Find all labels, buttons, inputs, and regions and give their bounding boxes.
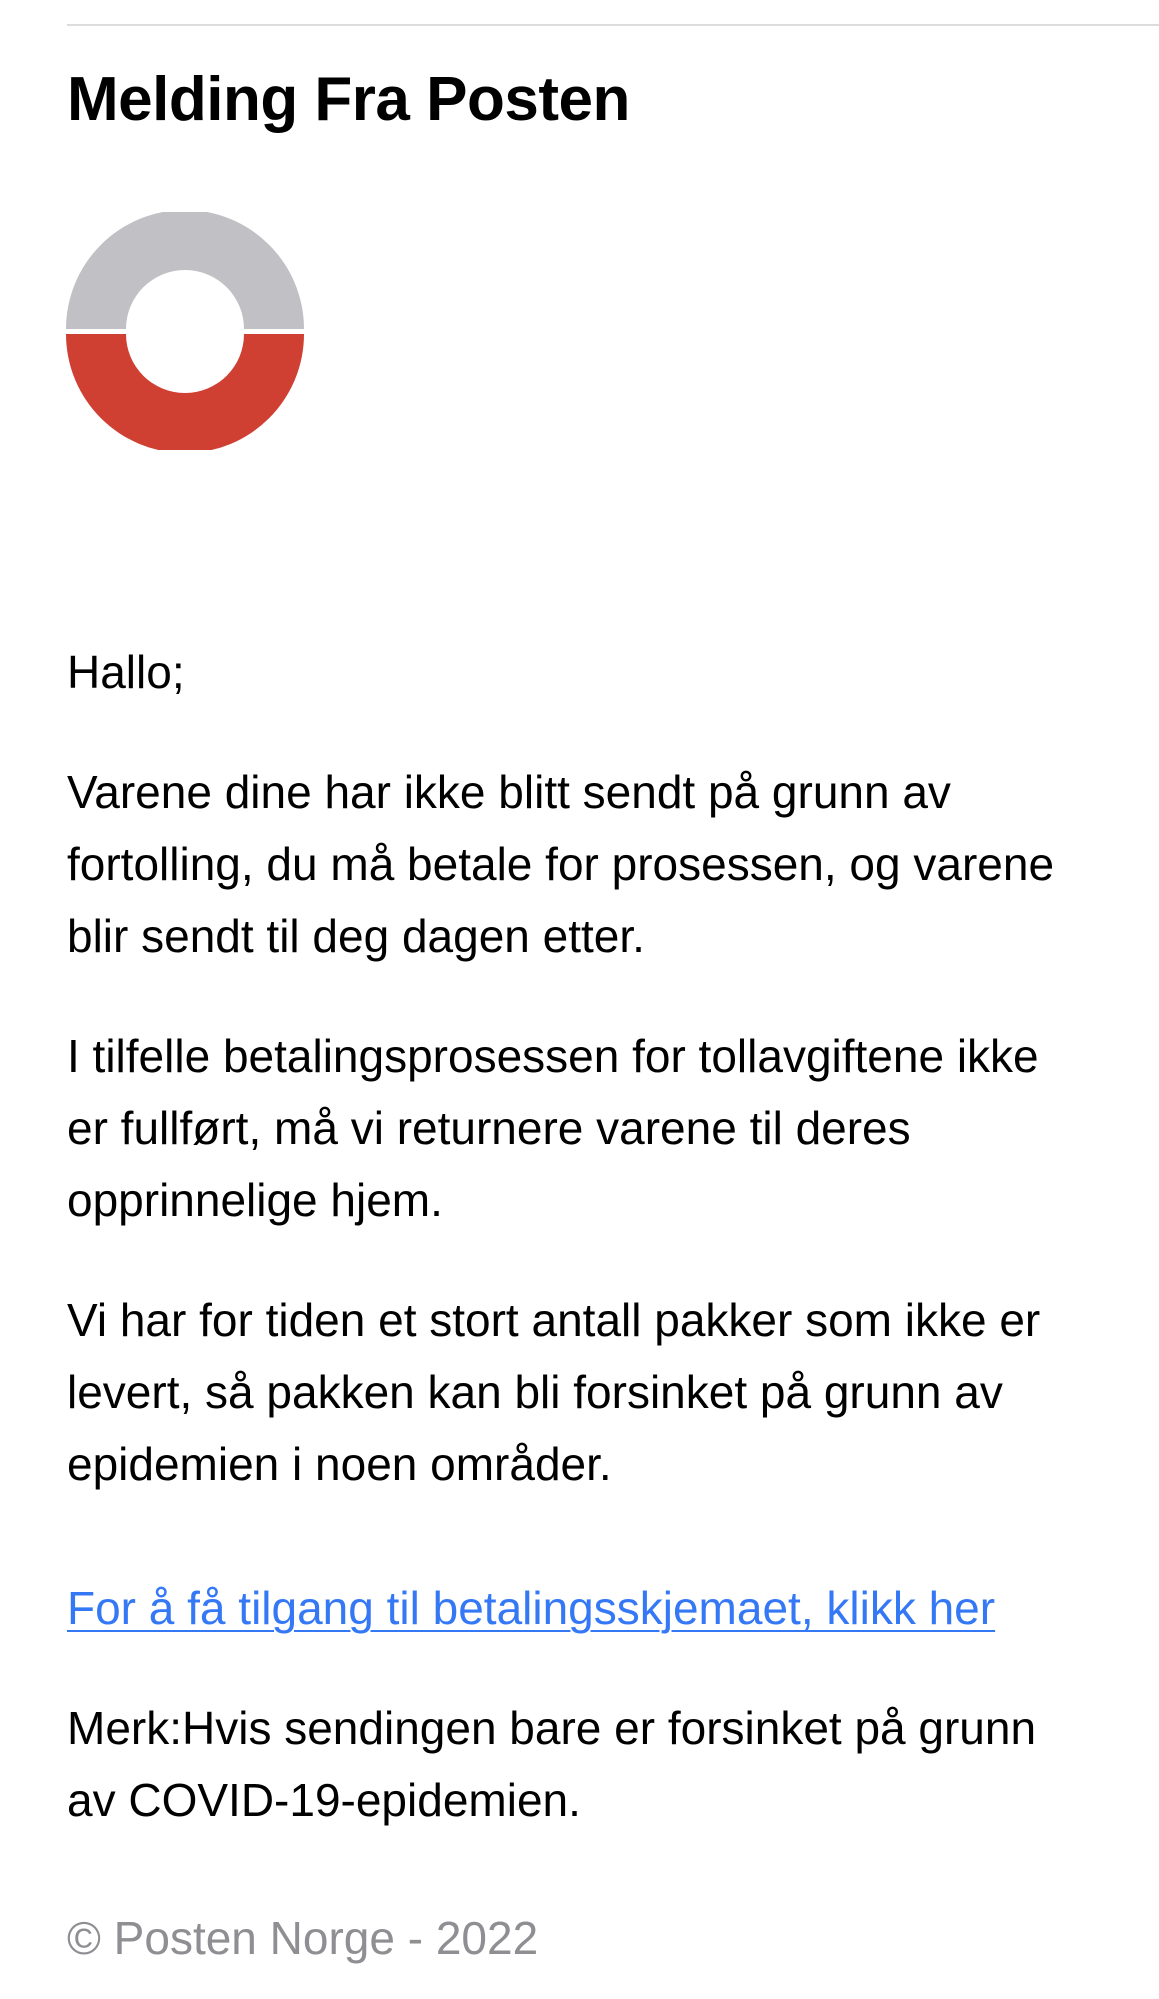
paragraph-delay: Vi har for tiden et stort antall pakker som ikke er levert, så pakken kan bli forsinket på grunn av epidemien i noen områder. xyxy=(67,1294,1041,1490)
email-title: Melding Fra Posten xyxy=(67,65,630,134)
footer-copyright: © Posten Norge - 2022 xyxy=(67,1912,539,1964)
payment-form-link[interactable]: For å få tilgang til betalingsskjemaet, klikk her xyxy=(67,1582,996,1634)
paragraph-customs: Varene dine har ikke blitt sendt på grunn av fortolling, du må betale for prosessen, og varene blir sendt til deg dagen etter. xyxy=(67,766,1055,962)
note-text: Merk:Hvis sendingen bare er forsinket på grunn av COVID-19-epidemien. xyxy=(67,1702,1037,1826)
greeting-text: Hallo; xyxy=(67,646,185,698)
top-divider xyxy=(67,24,1159,26)
paragraph-return: I tilfelle betalingsprosessen for tollavgiftene ikke er fullført, må vi returnere varene til deres opprinnelige hjem. xyxy=(67,1030,1039,1226)
email-body xyxy=(67,636,1077,1974)
posten-logo-icon xyxy=(66,212,304,450)
